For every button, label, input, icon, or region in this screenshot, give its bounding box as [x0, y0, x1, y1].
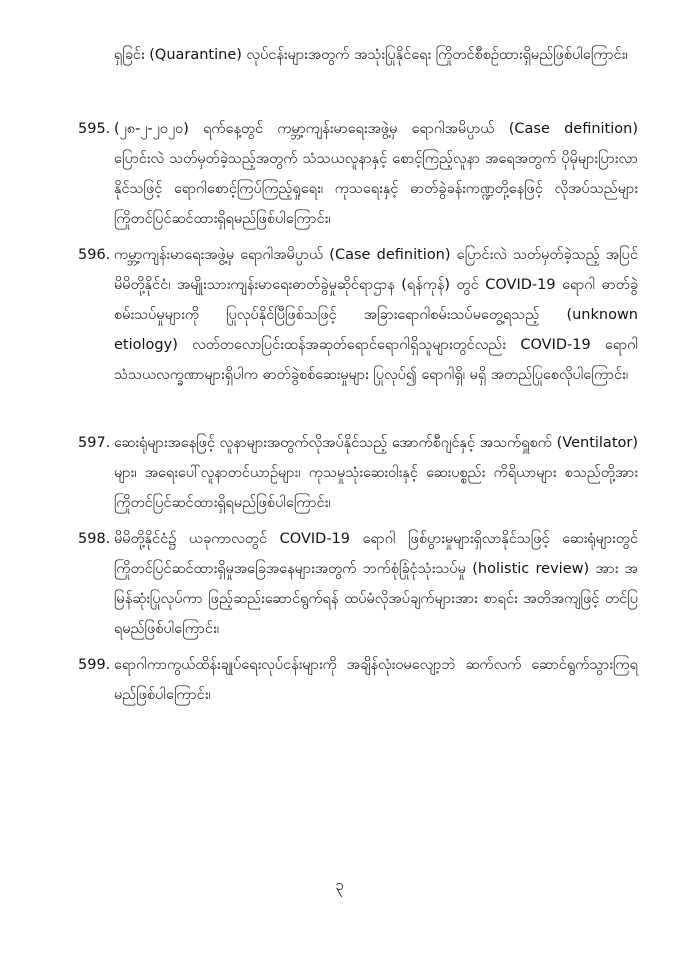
- paragraph-596: [78, 240, 638, 390]
- paragraph-text: ရောဂါကာကွယ်ထိန်းချုပ်ရေးလုပ်ငန်းများကို အချိန်လုံးဝမလျော့ဘဲ ဆက်လက် ဆောင်ရွက်သွားကြရမည်ဖြစ်ပါကြောင်း၊: [114, 657, 638, 703]
- paragraph-text: ကမ္ဘာ့ကျန်းမာရေးအဖွဲ့မှ ရောဂါအမိပ္ပာယ် (Case definition) ပြောင်းလဲ သတ်မှတ်ခဲ့သည့် အပြင် မိမိတို့နိုင်ငံ၊ အမျိုးသားကျန်းမာရေးဓာတ်ခွဲမှုဆိုင်ရာဌာန (ရန်ကုန်) တွင် COVID-19 ရောဂါ ဓာတ်ခွဲစမ်းသပ်မှုများကို ပြုလုပ်နိုင်ပြီဖြစ်သဖြင့် အခြားရောဂါစမ်းသပ်မတွေ့ရသည့် (unknown etiology) လတ်တလောပြင်းထန်အဆုတ်ရောင်ရောဂါရှိသူများတွင်လည်း COVID-19 ရောဂါ သံသယလက္ခဏာများရှိပါက ဓာတ်ခွဲစစ်ဆေးမှုများ ပြုလုပ်၍ ရောဂါရှိ၊ မရှိ အတည်ပြုစေလိုပါကြောင်း၊: [114, 247, 638, 383]
- paragraph-number: 595.: [78, 121, 111, 137]
- paragraph-continuation: [78, 40, 638, 70]
- paragraph-text: ဆေးရုံများအနေဖြင့် လူနာများအတွက်လိုအပ်နိုင်သည့် အောက်စီဂျင်နှင့် အသက်ရှူစက် (Ventilator) များ၊ အရေးပေါ်လူနာတင်ယာဉ်များ၊ ကုသမှုသုံးဆေးဝါးနှင့် ဆေးပစ္စည်း ကိရိယာများ စသည်တို့အား ကြိုတင်ပြင်ဆင်ထားရှိရမည်ဖြစ်ပါကြောင်း၊: [114, 435, 638, 511]
- paragraph-598: [78, 524, 638, 644]
- paragraph-597: [78, 428, 638, 518]
- paragraph-number: 599.: [78, 657, 111, 673]
- paragraph-text: ရှခြင်း (Quarantine) လုပ်ငန်းများအတွက် အသုံးပြုနိုင်ရေး ကြိုတင်စီစဉ်ထားရှိမည်ဖြစ်ပါကြောင်း၊: [114, 47, 628, 63]
- paragraph-text: မိမိတို့နိုင်ငံ၌ ယခုကာလတွင် COVID-19 ရောဂါ ဖြစ်ပွားမှုများရှိလာနိုင်သဖြင့် ဆေးရုံများတွင် ကြိုတင်ပြင်ဆင်ထားရှိမှုအခြေအနေများအတွက် ဘက်စုံခြုံငုံသုံးသပ်မှု (holistic review) အား အမြန်ဆုံးပြုလုပ်ကာ ဖြည့်ဆည်းဆောင်ရွက်ရန် ထပ်မံလိုအပ်ချက်များအား စာရင်း အတိအကျဖြင့် တင်ပြရမည်ဖြစ်ပါကြောင်း၊: [114, 531, 638, 637]
- paragraph-number: 598.: [78, 531, 111, 547]
- paragraph-number: 597.: [78, 435, 111, 451]
- paragraph-599: [78, 650, 638, 710]
- paragraph-text: (၂၈-၂-၂၀၂၀) ရက်နေ့တွင် ကမ္ဘာ့ကျန်းမာရေးအဖွဲ့မှ ရောဂါအမိပ္ပာယ် (Case definition) ပြောင်းလဲ သတ်မှတ်ခဲ့သည့်အတွက် သံသယလူနာနှင့် စောင့်ကြည့်လူနာ အရေအတွက် ပိုမိုများပြားလာနိုင်သဖြင့် ရောဂါစောင့်ကြပ်ကြည့်ရှုရေး၊ ကုသရေးနှင့် ဓာတ်ခွဲခန်းကဏ္ဍတို့နေဖြင့် လိုအပ်သည်များ ကြိုတင်ပြင်ဆင်ထားရှိရမည်ဖြစ်ပါကြောင်း၊: [114, 121, 638, 227]
- paragraph-595: [78, 114, 638, 234]
- page-number: ၃: [335, 876, 344, 894]
- paragraph-number: 596.: [78, 247, 111, 263]
